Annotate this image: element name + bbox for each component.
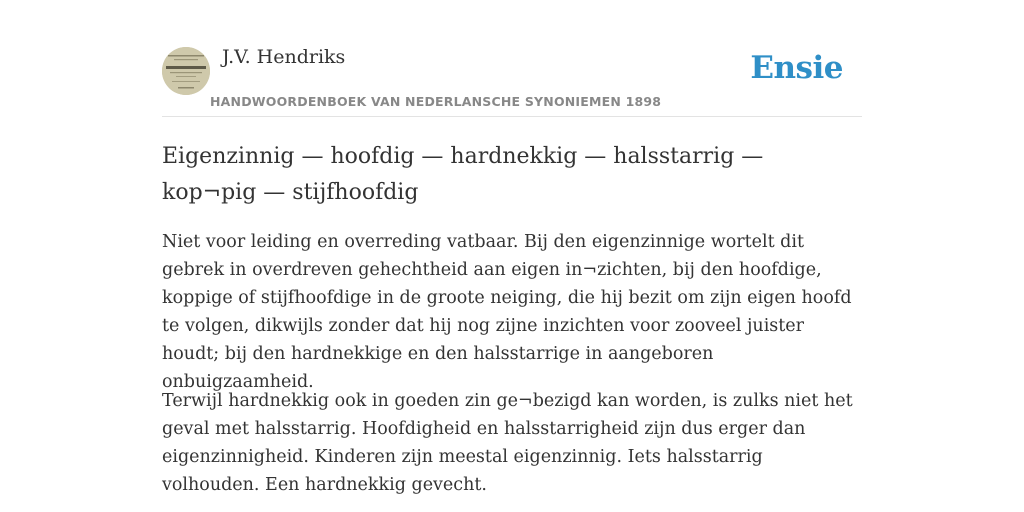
page-content <box>162 0 862 495</box>
ensie-logo[interactable]: Ensie <box>750 50 843 86</box>
entry-paragraph-1: Niet voor leiding en overreding vatbaar. Bij den eigenzinnige wortelt dit gebrek in overdreven gehechtheid aan eigen in¬zichten, bij den hoofdige, koppige of stijfhoofdige in de groote neiging, die hij bezit om zijn eigen hoofd te volgen, dikwijls zonder dat hij nog zijne inzichten voor zooveel juister houdt; bij den hardnekkige en den halsstarrige in aangeboren onbuigzaamheid. <box>162 232 852 392</box>
author-avatar[interactable] <box>162 47 210 95</box>
source-title[interactable]: HANDWOORDENBOEK VAN NEDERLANSCHE SYNONIEMEN 1898 <box>210 94 662 109</box>
book-cover-image <box>162 47 210 95</box>
author-name[interactable]: J.V. Hendriks <box>222 46 346 68</box>
entry-paragraph-2: Terwijl hardnekkig ook in goeden zin ge¬bezigd kan worden, is zulks niet het geval met halsstarrig. Hoofdigheid en halsstarrigheid zijn dus erger dan eigenzinnigheid. Kinderen zijn meestal eigenzinnig. Iets halsstarrig volhouden. Een hardnekkig gevecht. <box>162 391 853 495</box>
entry-title: Eigenzinnig — hoofdig — hardnekkig — halsstarrig — kop¬pig — stijfhoofdig <box>162 144 764 205</box>
entry-header <box>162 0 862 117</box>
